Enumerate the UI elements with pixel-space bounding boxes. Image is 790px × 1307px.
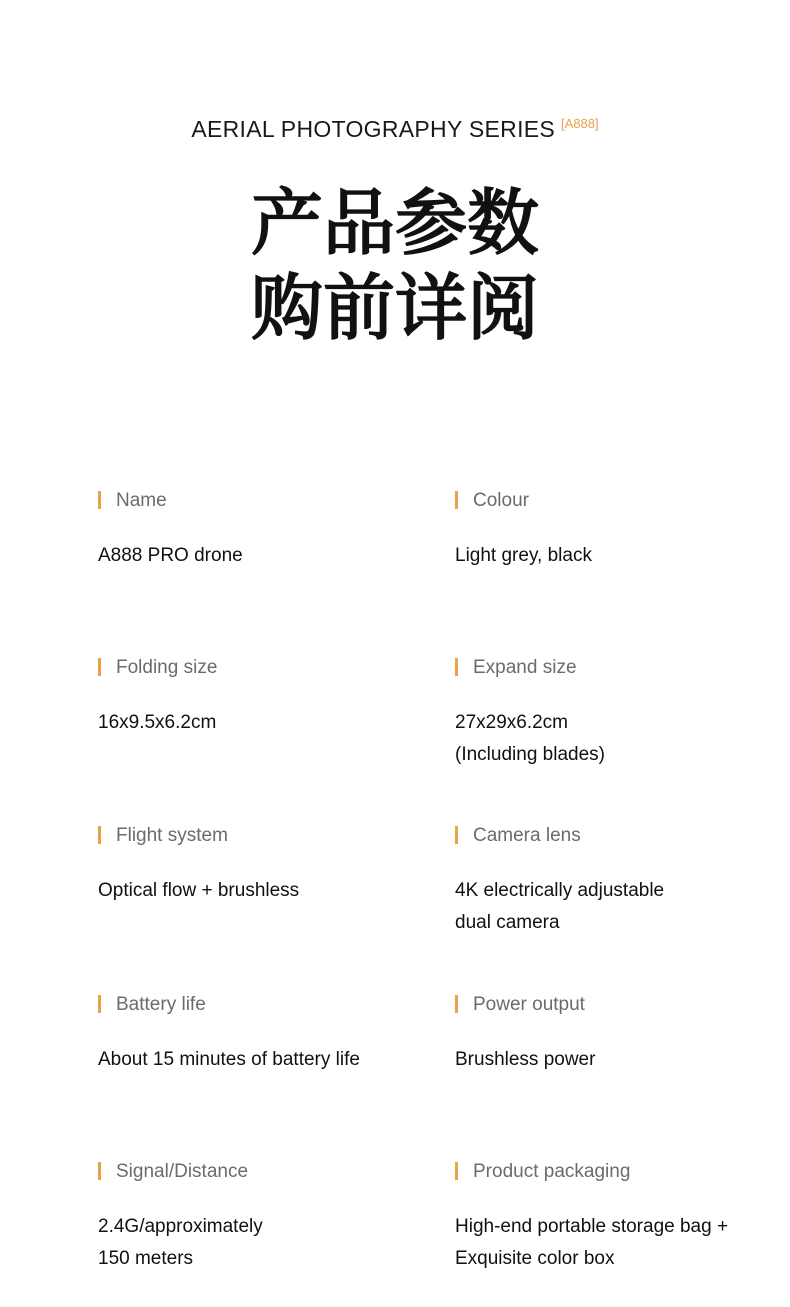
spec-value-line: 2.4G/approximately	[98, 1216, 263, 1237]
accent-bar	[455, 658, 458, 676]
spec-expand-size	[455, 657, 785, 771]
spec-label: Colour	[473, 490, 529, 511]
spec-value-line: 27x29x6.2cm	[455, 712, 569, 733]
spec-label: Flight system	[116, 825, 228, 846]
headline-line-1: 产品参数	[250, 181, 539, 265]
spec-label: Signal/Distance	[116, 1161, 249, 1182]
spec-value	[455, 1211, 785, 1275]
accent-bar	[98, 995, 101, 1013]
spec-value-line: Light grey, black	[455, 545, 592, 566]
spec-signal-distance	[98, 1161, 428, 1275]
spec-label: Camera lens	[473, 825, 581, 846]
spec-value-line: Brushless power	[455, 1049, 596, 1070]
spec-label: Battery life	[116, 994, 206, 1015]
accent-bar	[98, 658, 101, 676]
accent-bar	[455, 1162, 458, 1180]
headline-line-2: 购前详阅	[250, 266, 539, 350]
spec-product-packaging	[455, 1161, 785, 1275]
spec-label: Folding size	[116, 657, 218, 678]
spec-colour	[455, 490, 785, 572]
spec-battery-life	[98, 994, 428, 1076]
spec-value-line: High-end portable storage bag +	[455, 1216, 729, 1237]
spec-value-line: Exquisite color box	[455, 1248, 615, 1269]
spec-value-line: (Including blades)	[455, 744, 605, 765]
spec-name	[98, 490, 428, 572]
spec-label: Product packaging	[473, 1161, 631, 1182]
spec-value-line: Optical flow + brushless	[98, 880, 300, 901]
spec-value-line: About 15 minutes of battery life	[98, 1049, 360, 1070]
accent-bar	[98, 491, 101, 509]
accent-bar	[98, 1162, 101, 1180]
spec-power-output	[455, 994, 785, 1076]
spec-value-line: dual camera	[455, 912, 560, 933]
spec-value	[455, 875, 785, 939]
series-tag: [A888]	[561, 116, 599, 131]
spec-value-line: 150 meters	[98, 1248, 194, 1269]
spec-value	[455, 707, 785, 771]
spec-label: Power output	[473, 994, 585, 1015]
spec-value	[98, 707, 428, 739]
spec-camera-lens	[455, 825, 785, 939]
spec-value-line: 16x9.5x6.2cm	[98, 712, 217, 733]
spec-folding-size	[98, 657, 428, 739]
spec-value	[98, 875, 428, 907]
spec-value	[455, 540, 785, 572]
accent-bar	[455, 826, 458, 844]
spec-flight-system	[98, 825, 428, 907]
series-title: AERIAL PHOTOGRAPHY SERIES	[191, 116, 556, 142]
spec-label: Name	[116, 490, 167, 511]
spec-value	[98, 1211, 428, 1275]
spec-value-line: A888 PRO drone	[98, 545, 243, 566]
spec-label: Expand size	[473, 657, 577, 678]
spec-value	[98, 1044, 428, 1076]
spec-value-line: 4K electrically adjustable	[455, 880, 665, 901]
spec-value	[455, 1044, 785, 1076]
accent-bar	[455, 995, 458, 1013]
spec-value	[98, 540, 428, 572]
series-header	[0, 116, 790, 143]
accent-bar	[455, 491, 458, 509]
accent-bar	[98, 826, 101, 844]
